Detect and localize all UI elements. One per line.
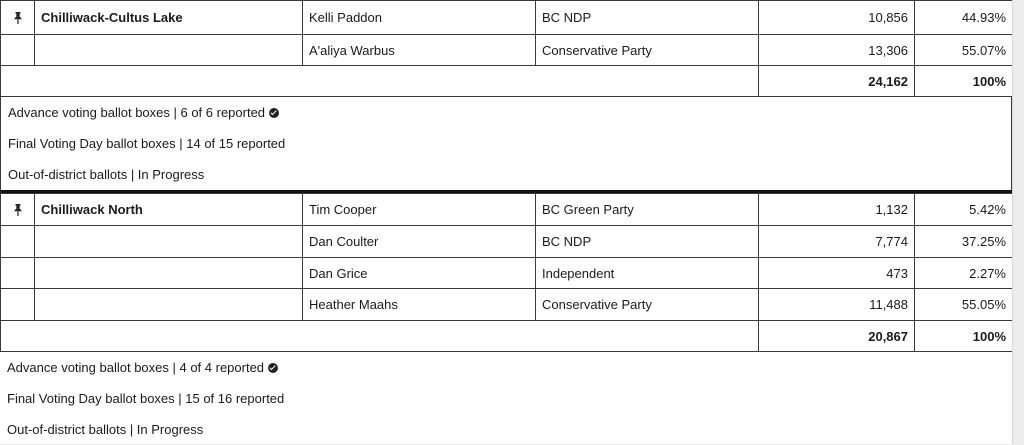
party-name: BC Green Party xyxy=(536,194,759,226)
riding-name-empty xyxy=(35,35,303,66)
total-spacer xyxy=(1,66,759,97)
total-row xyxy=(1,321,1013,352)
advance-voting-text: Advance voting ballot boxes | 6 of 6 reported xyxy=(8,105,266,120)
pin-cell[interactable] xyxy=(1,1,35,35)
pin-cell-empty xyxy=(1,35,35,66)
total-votes: 20,867 xyxy=(759,321,915,352)
page-scrollbar[interactable] xyxy=(1012,0,1024,444)
reporting-status xyxy=(0,352,1012,445)
pin-cell-empty xyxy=(1,258,35,289)
candidate-name: Dan Coulter xyxy=(303,226,536,258)
vote-percent: 44.93% xyxy=(915,1,1013,35)
out-of-district-status: Out-of-district ballots | In Progress xyxy=(7,422,204,437)
vote-percent: 5.42% xyxy=(915,194,1013,226)
table-row xyxy=(1,226,1013,258)
vote-count: 7,774 xyxy=(759,226,915,258)
vote-percent: 2.27% xyxy=(915,258,1013,289)
total-percent: 100% xyxy=(915,66,1013,97)
candidate-name: A'aliya Warbus xyxy=(303,35,536,66)
advance-voting-status xyxy=(8,97,1011,128)
table-row xyxy=(1,258,1013,289)
check-circle-icon xyxy=(269,108,279,118)
party-name: Conservative Party xyxy=(536,289,759,321)
pin-icon[interactable] xyxy=(7,12,28,24)
total-row xyxy=(1,66,1013,97)
riding-name: Chilliwack North xyxy=(35,194,303,226)
vote-count: 10,856 xyxy=(759,1,915,35)
advance-voting-status xyxy=(7,352,1012,383)
candidate-name: Heather Maahs xyxy=(303,289,536,321)
final-voting-status: Final Voting Day ballot boxes | 14 of 15 reported xyxy=(8,136,286,151)
vote-count: 11,488 xyxy=(759,289,915,321)
pin-cell-empty xyxy=(1,226,35,258)
vote-count: 1,132 xyxy=(759,194,915,226)
out-of-district-status: Out-of-district ballots | In Progress xyxy=(8,167,205,182)
pin-cell[interactable] xyxy=(1,194,35,226)
pin-cell-empty xyxy=(1,289,35,321)
reporting-status xyxy=(0,97,1012,190)
candidate-name: Kelli Paddon xyxy=(303,1,536,35)
riding-name-empty xyxy=(35,258,303,289)
total-votes: 24,162 xyxy=(759,66,915,97)
table-row xyxy=(1,289,1013,321)
party-name: BC NDP xyxy=(536,1,759,35)
riding-name-empty xyxy=(35,226,303,258)
vote-count: 13,306 xyxy=(759,35,915,66)
party-name: Independent xyxy=(536,258,759,289)
total-spacer xyxy=(1,321,759,352)
candidate-name: Tim Cooper xyxy=(303,194,536,226)
riding-results-table xyxy=(0,0,1013,97)
pin-icon[interactable] xyxy=(7,204,28,216)
riding-name: Chilliwack-Cultus Lake xyxy=(35,1,303,35)
riding-name-empty xyxy=(35,289,303,321)
candidate-name: Dan Grice xyxy=(303,258,536,289)
advance-voting-text: Advance voting ballot boxes | 4 of 4 reported xyxy=(7,360,265,375)
vote-percent: 55.05% xyxy=(915,289,1013,321)
riding-results-table xyxy=(0,193,1013,352)
vote-percent: 55.07% xyxy=(915,35,1013,66)
total-percent: 100% xyxy=(915,321,1013,352)
vote-percent: 37.25% xyxy=(915,226,1013,258)
check-circle-icon xyxy=(268,363,278,373)
table-row xyxy=(1,1,1013,35)
table-row xyxy=(1,35,1013,66)
vote-count: 473 xyxy=(759,258,915,289)
final-voting-status: Final Voting Day ballot boxes | 15 of 16 reported xyxy=(7,391,285,406)
party-name: BC NDP xyxy=(536,226,759,258)
table-row xyxy=(1,194,1013,226)
party-name: Conservative Party xyxy=(536,35,759,66)
